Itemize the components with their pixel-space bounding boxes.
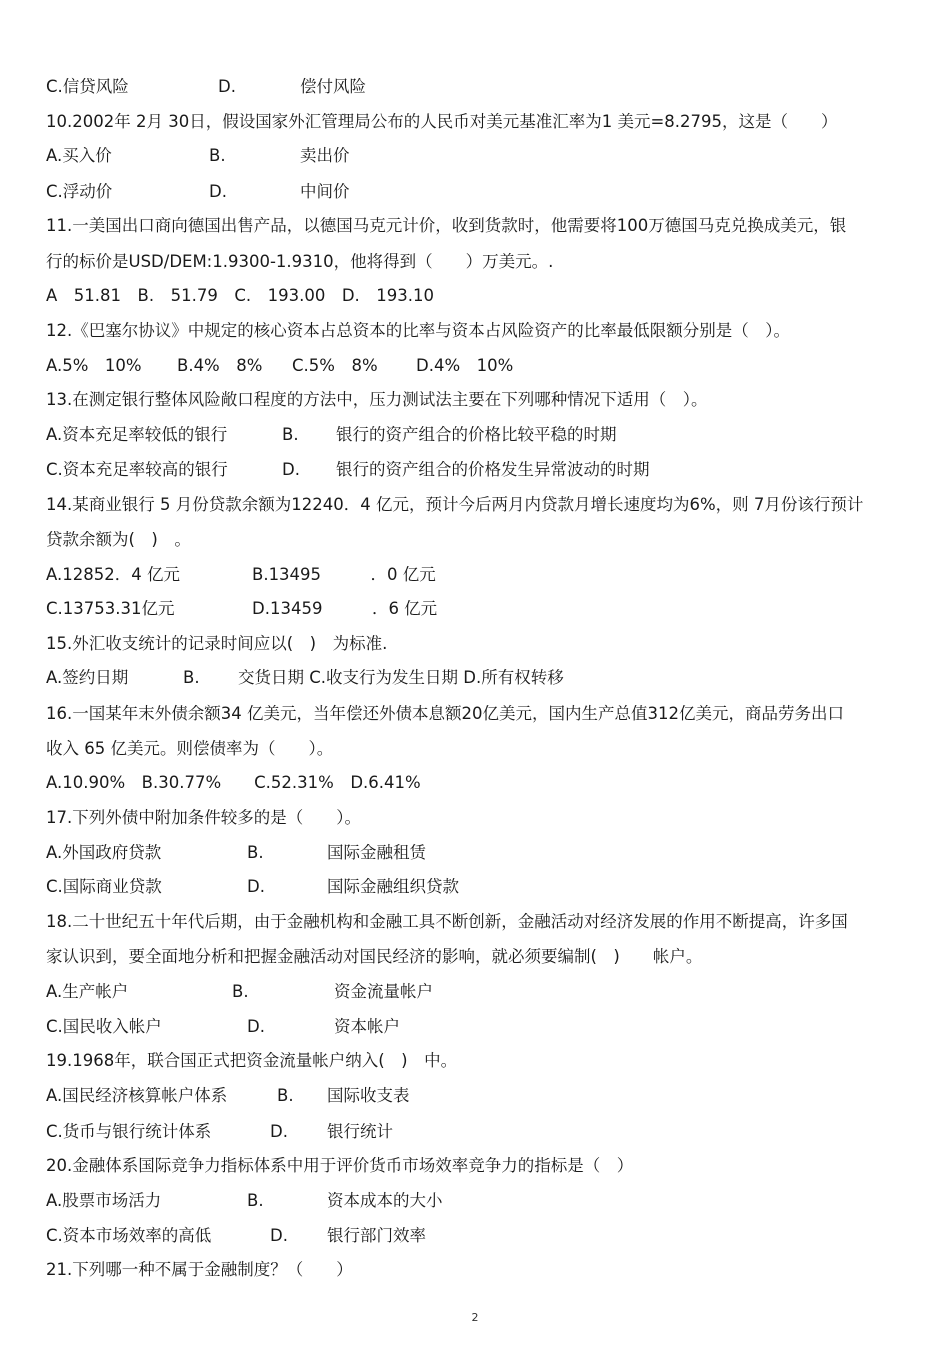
question-11-line-2: 行的标价是USD/DEM:1.9300-1.9310，他将得到（ ）万美元。. <box>46 252 554 271</box>
option-d-text: 国际金融组织贷款 <box>327 877 459 896</box>
question-21: 21.下列哪一种不属于金融制度？（ ） <box>46 1260 353 1279</box>
option-a: A.外国政府贷款 <box>46 843 162 862</box>
option-b: B.4% 8% <box>177 356 263 375</box>
question-11-line-1: 11.一美国出口商向德国出售产品，以德国马克元计价，收到货款时，他需要将100万德国马克兑换成美元，银 <box>46 216 847 235</box>
option-d-letter: D. <box>282 460 300 479</box>
question-13: 13.在测定银行整体风险敞口程度的方法中，压力测试法主要在下列哪种情况下适用（ ）。 <box>46 390 708 409</box>
question-20: 20.金融体系国际竞争力指标体系中用于评价货币市场效率竞争力的指标是（ ） <box>46 1156 634 1175</box>
option-d: D.4% 10% <box>416 356 514 375</box>
option-a: A.5% 10% <box>46 356 142 375</box>
option-c: C.浮动价 <box>46 182 113 201</box>
option-d-text: 银行统计 <box>327 1122 393 1141</box>
question-14-line-1: 14.某商业银行 5 月份贷款余额为12240．4 亿元，预计今后两月内贷款月增长速度均为6%，则 7月份该行预计 <box>46 495 864 514</box>
question-14-line-2: 贷款余额为( ) 。 <box>46 530 191 549</box>
question-18-line-1: 18.二十世纪五十年代后期，由于金融机构和金融工具不断创新，金融活动对经济发展的作用不断提高，许多国 <box>46 912 848 931</box>
option-b-letter: B. <box>247 1191 264 1210</box>
option-b-text: 国际金融租赁 <box>327 843 426 862</box>
option-b-text: 国际收支表 <box>327 1086 410 1105</box>
q16-options: A.10.90% B.30.77% C.52.31% D.6.41% <box>46 773 421 792</box>
question-19: 19.1968年，联合国正式把资金流量帐户纳入( ) 中。 <box>46 1051 458 1070</box>
option-b-letter: B. <box>247 843 264 862</box>
option-b-text: 银行的资产组合的价格比较平稳的时期 <box>336 425 617 444</box>
option-c: C.信贷风险 <box>46 77 129 96</box>
option-b: B.13495 ．0 亿元 <box>252 565 436 584</box>
option-b-letter: B. <box>232 982 249 1001</box>
option-b-text: 资本成本的大小 <box>327 1191 443 1210</box>
option-c: C.5% 8% <box>292 356 378 375</box>
question-16-line-1: 16.一国某年末外债余额34 亿美元，当年偿还外债本息额20亿美元，国内生产总值312亿美元，商品劳务出口 <box>46 704 844 723</box>
question-10: 10.2002年 2月 30日，假设国家外汇管理局公布的人民币对美元基准汇率为1 美元=8.2795，这是（ ） <box>46 112 838 131</box>
option-d: D.13459 ．6 亿元 <box>252 599 438 618</box>
option-b-text: 资金流量帐户 <box>334 982 433 1001</box>
option-d-text: 偿付风险 <box>300 77 366 96</box>
option-a: A.生产帐户 <box>46 982 129 1001</box>
option-rest: 交货日期 C.收支行为发生日期 D.所有权转移 <box>238 668 564 687</box>
option-a: A.资本充足率较低的银行 <box>46 425 228 444</box>
option-c: C.货币与银行统计体系 <box>46 1122 212 1141</box>
question-15: 15.外汇收支统计的记录时间应以( ) 为标准. <box>46 634 388 653</box>
option-a: A.国民经济核算帐户体系 <box>46 1086 228 1105</box>
option-c: C.国际商业贷款 <box>46 877 162 896</box>
option-d-text: 银行的资产组合的价格发生异常波动的时期 <box>336 460 650 479</box>
option-a: A.买入价 <box>46 146 112 165</box>
option-d-text: 银行部门效率 <box>327 1226 426 1245</box>
option-b-letter: B. <box>209 146 226 165</box>
option-d-letter: D. <box>270 1122 288 1141</box>
option-c: C.资本充足率较高的银行 <box>46 460 228 479</box>
option-c: C.资本市场效率的高低 <box>46 1226 212 1245</box>
option-d-letter: D. <box>247 877 265 896</box>
option-d-text: 中间价 <box>300 182 350 201</box>
question-17: 17.下列外债中附加条件较多的是（ ）。 <box>46 808 361 827</box>
question-16-line-2: 收入 65 亿美元。则偿债率为（ ）。 <box>46 739 334 758</box>
option-d-letter: D. <box>209 182 227 201</box>
page-number: 2 <box>471 1311 479 1324</box>
question-12: 12.《巴塞尔协议》中规定的核心资本占总资本的比率与资本占风险资产的比率最低限额分别是（ ）。 <box>46 321 790 340</box>
option-b-letter: B. <box>183 668 200 687</box>
option-b-letter: B. <box>277 1086 294 1105</box>
q11-options: A 51.81 B. 51.79 C. 193.00 D. 193.10 <box>46 286 435 305</box>
option-d-text: 资本帐户 <box>334 1017 400 1036</box>
option-d-letter: D. <box>218 77 236 96</box>
option-b-letter: B. <box>282 425 299 444</box>
option-d-letter: D. <box>270 1226 288 1245</box>
option-a: A.股票市场活力 <box>46 1191 162 1210</box>
option-c: C.国民收入帐户 <box>46 1017 162 1036</box>
option-d-letter: D. <box>247 1017 265 1036</box>
option-c: C.13753.31亿元 <box>46 599 175 618</box>
option-b-text: 卖出价 <box>300 146 350 165</box>
option-a: A.12852．4 亿元 <box>46 565 180 584</box>
question-18-line-2: 家认识到，要全面地分析和把握金融活动对国民经济的影响，就必须要编制( ) 帐户。 <box>46 947 703 966</box>
option-a: A.签约日期 <box>46 668 129 687</box>
